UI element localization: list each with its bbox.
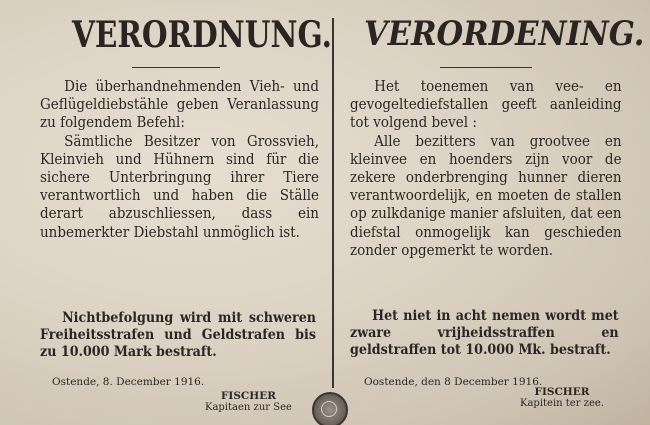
official-seal-stamp (312, 392, 348, 425)
german-penalty (40, 310, 316, 361)
dutch-signature-name: FISCHER (534, 386, 590, 398)
german-signature-title: Kapitaen zur See (205, 402, 292, 413)
dutch-intro-paragraph: Het toenemen van vee- en gevogeltediefstallen geeft aanleiding tot volgend bevel : (350, 79, 622, 132)
german-body (40, 78, 319, 242)
dutch-signature-title: Kapitein ter zee. (520, 398, 604, 409)
german-title-rule (132, 67, 220, 68)
dutch-date: Oostende, den 8 December 1916. (364, 376, 543, 388)
german-penalty-text: Nichtbefolgung wird mit schweren Freiheitsstrafen und Geldstrafen bis zu 10.000 Mark bestraft. (40, 310, 316, 360)
german-intro-paragraph: Die überhandnehmenden Vieh- und Geflügeldiebstähle geben Veranlassung zu folgendem Befehl: (40, 79, 320, 132)
german-signature-name: FISCHER (220, 390, 276, 402)
dutch-order-paragraph: Alle bezitters van grootvee en kleinvee en hoenders zijn voor de zekere onderbrenging hunner dieren verantwoordelijk, en moeten de stallen op zulkdanige manier afsluiten, dat een diefstal onmogelijk kan geschieden zonder opgemerkt te worden. (350, 133, 622, 259)
dutch-penalty (350, 308, 619, 359)
column-divider (332, 18, 334, 388)
dutch-penalty-text: Het niet in acht nemen wordt met zware vrijheidsstraffen en geldstraffen tot 10.000 Mk. bestraft. (350, 308, 619, 358)
german-title: VERORDNUNG. (72, 14, 332, 56)
german-order-paragraph: Sämtliche Besitzer von Grossvieh, Kleinvieh und Hühnern sind für die sichere Unterbringung ihrer Tiere verantwortlich und haben die Ställe derart abzuschliessen, dass ein unbemerkter Diebstahl unmöglich ist. (40, 133, 320, 241)
german-date: Ostende, 8. December 1916. (52, 376, 205, 388)
dutch-title: VERORDENING. (364, 14, 645, 54)
dutch-title-rule (440, 67, 532, 68)
dutch-signature (520, 386, 604, 410)
german-signature (205, 390, 292, 414)
dutch-body (350, 78, 622, 260)
